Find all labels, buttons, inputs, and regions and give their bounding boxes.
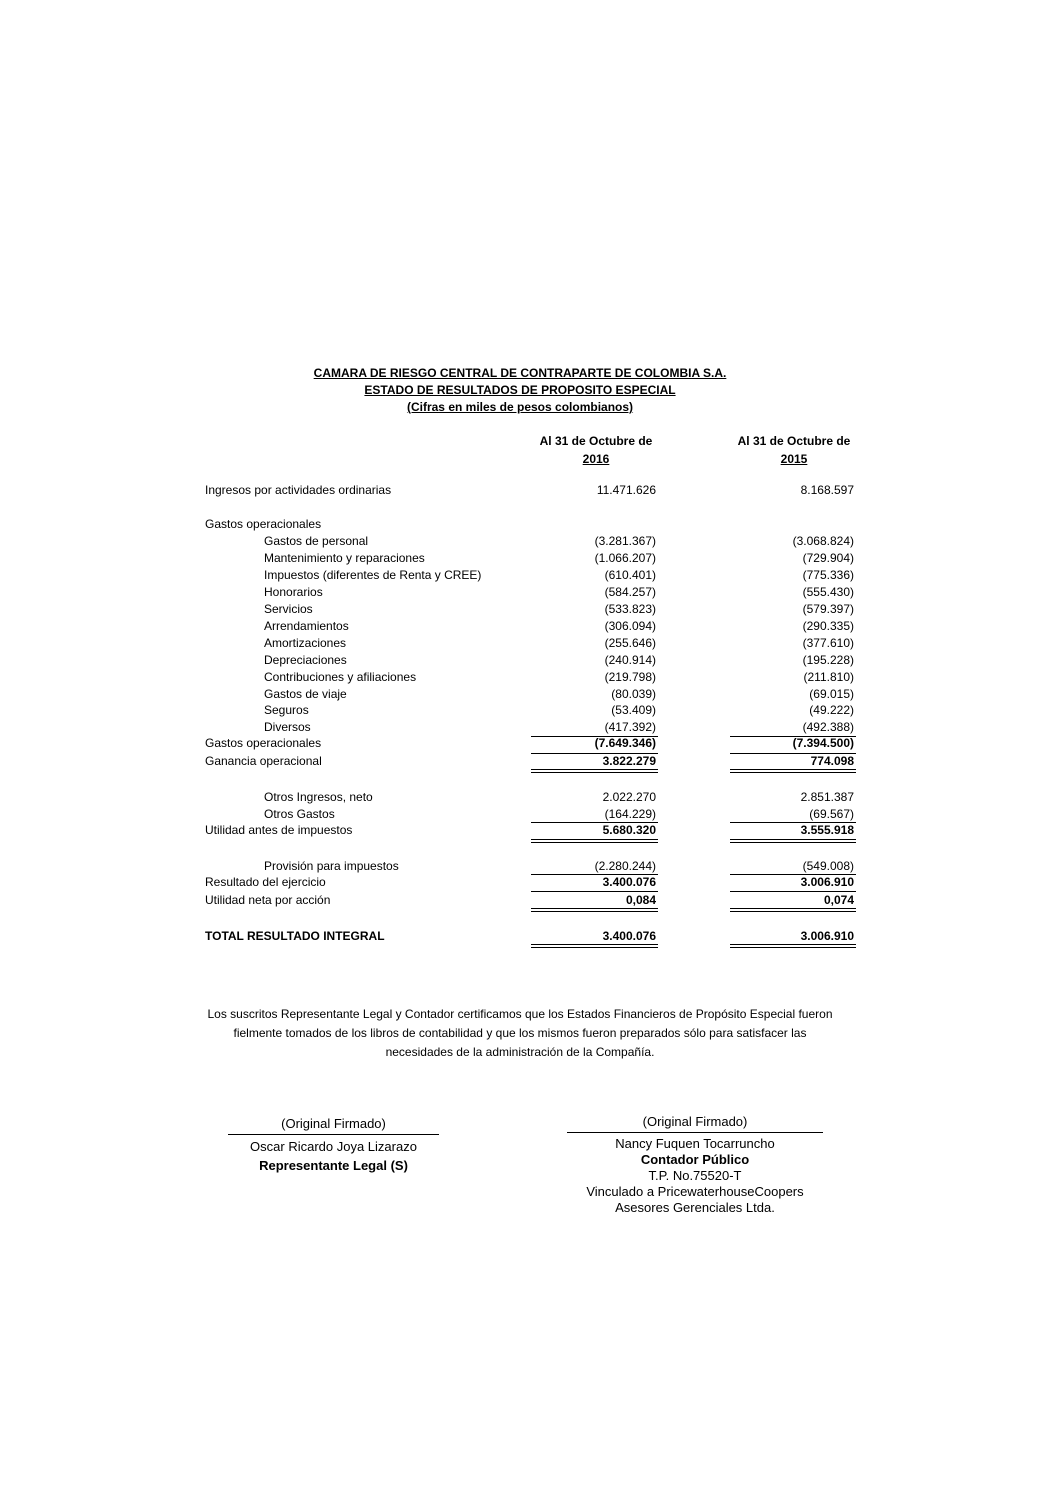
value-2015: (729.904) [802,551,854,565]
row-provision-impuestos [0,859,1058,876]
value-2015: (377.610) [802,636,854,650]
value-2015: 3.006.910 [800,929,854,943]
signer-name: Oscar Ricardo Joya Lizarazo [228,1134,439,1155]
certification-paragraph [150,1005,890,1062]
row-total-resultado-integral [0,929,1058,946]
column-header-label: Al 31 de Octubre de [737,434,851,448]
column-header-year: 2015 [780,452,808,466]
certification-line: fielmente tomados de los libros de contabilidad y que los mismos fueron preparados sólo para satisfacer las [233,1026,807,1040]
value-2015: (69.015) [809,687,854,701]
signer-firm: Asesores Gerenciales Ltda. [615,1200,775,1215]
value-2016: 11.471.626 [596,483,656,497]
value-2016: (219.798) [604,670,656,684]
value-2016: (584.257) [604,585,656,599]
row-label: Utilidad neta por acción [205,893,331,907]
row-label: Diversos [264,720,311,734]
double-underline [531,839,658,840]
value-2015: (775.336) [802,568,854,582]
row-label: TOTAL RESULTADO INTEGRAL [205,929,385,943]
value-2016: (240.914) [604,653,656,667]
signer-role: Contador Público [640,1152,750,1167]
value-2016: 5.680.320 [602,823,656,837]
row-depreciaciones [0,653,1058,670]
row-ganancia-operacional [0,754,1058,771]
signer-role: Representante Legal (S) [259,1158,408,1173]
double-underline [730,769,856,770]
row-arrendamientos [0,619,1058,636]
certification-line: necesidades de la administración de la Compañía. [385,1045,655,1059]
value-2016: (3.281.367) [594,534,656,548]
row-impuestos [0,568,1058,585]
value-2015: 2.851.387 [800,790,854,804]
value-2016: (255.646) [604,636,656,650]
row-otros-ingresos [0,790,1058,807]
signed-note: (Original Firmado) [642,1114,748,1129]
value-2016: (164.229) [604,807,656,821]
signer-name: Nancy Fuquen Tocarruncho [567,1132,823,1152]
double-underline [531,944,658,945]
value-2015: 8.168.597 [800,483,854,497]
value-2015: (7.394.500) [792,736,854,750]
row-servicios [0,602,1058,619]
signature-right [567,1114,823,1216]
value-2015: (195.228) [802,653,854,667]
value-2016: (1.066.207) [594,551,656,565]
double-underline [531,908,658,909]
row-label: Contribuciones y afiliaciones [264,670,417,684]
double-underline [730,947,856,948]
subtotal-rule [531,891,658,892]
row-gastos-operacionales-total [0,736,1058,753]
row-ingresos [0,483,1058,500]
row-label: Otros Gastos [264,807,335,821]
row-utilidad-por-accion [0,893,1058,910]
double-underline [730,911,856,912]
row-label: Servicios [264,602,313,616]
value-2016: (2.280.244) [594,859,656,873]
row-label: Otros Ingresos, neto [264,790,373,804]
signer-license: T.P. No.75520-T [648,1168,742,1183]
value-2016: 0,084 [625,893,656,907]
value-2016: (53.409) [611,703,656,717]
value-2015: 3.006.910 [800,875,854,889]
row-otros-gastos [0,807,1058,824]
value-2015: (549.008) [802,859,854,873]
value-2016: (80.039) [611,687,656,701]
column-header-label: Al 31 de Octubre de [539,434,653,448]
row-resultado-ejercicio [0,875,1058,892]
row-gastos-personal [0,534,1058,551]
row-label: Gastos de personal [264,534,369,548]
value-2015: (290.335) [802,619,854,633]
value-2016: 3.822.279 [602,754,656,768]
double-underline [531,769,658,770]
value-2016: 2.022.270 [602,790,656,804]
value-2016: (610.401) [604,568,656,582]
row-seguros [0,703,1058,720]
column-header-2016 [516,432,676,468]
row-utilidad-antes-impuestos [0,823,1058,840]
value-2015: 0,074 [823,893,854,907]
value-2016: (7.649.346) [594,736,656,750]
row-label: Gastos de viaje [264,687,347,701]
row-gastos-operacionales-heading [0,517,1058,534]
row-label: Arrendamientos [264,619,349,633]
signature-left [228,1116,439,1174]
row-label: Ganancia operacional [205,754,322,768]
value-2015: (3.068.824) [792,534,854,548]
double-underline [730,944,856,945]
signer-firm: Vinculado a PricewaterhouseCoopers [586,1184,804,1199]
value-2016: (533.823) [604,602,656,616]
certification-line: Los suscritos Representante Legal y Contador certificamos que los Estados Financieros de Propósito Especial fueron [207,1007,833,1021]
statement-title: ESTADO DE RESULTADOS DE PROPOSITO ESPECIAL [364,383,676,397]
value-2016: 3.400.076 [602,875,656,889]
row-honorarios [0,585,1058,602]
value-2016: (306.094) [604,619,656,633]
value-2016: 3.400.076 [602,929,656,943]
row-label: Impuestos (diferentes de Renta y CREE) [264,568,482,582]
row-gastos-viaje [0,687,1058,704]
value-2015: 3.555.918 [800,823,854,837]
value-2016: (417.392) [604,720,656,734]
double-underline [531,772,658,773]
row-label: Amortizaciones [264,636,347,650]
row-label: Mantenimiento y reparaciones [264,551,425,565]
row-amortizaciones [0,636,1058,653]
row-label: Utilidad antes de impuestos [205,823,353,837]
value-2015: (69.567) [809,807,854,821]
row-label: Seguros [264,703,309,717]
row-label: Gastos operacionales [205,736,322,750]
value-2015: (579.397) [802,602,854,616]
signed-note: (Original Firmado) [281,1116,386,1131]
value-2015: (555.430) [802,585,854,599]
row-label: Ingresos por actividades ordinarias [205,483,392,497]
row-label: Depreciaciones [264,653,347,667]
double-underline [730,842,856,843]
row-diversos [0,720,1058,737]
column-header-2015 [714,432,874,468]
value-2015: (492.388) [802,720,854,734]
column-header-year: 2016 [582,452,610,466]
double-underline [531,911,658,912]
row-label: Resultado del ejercicio [205,875,326,889]
row-label: Provisión para impuestos [264,859,399,873]
row-mantenimiento [0,551,1058,568]
value-2015: (211.810) [803,670,854,684]
company-title: CAMARA DE RIESGO CENTRAL DE CONTRAPARTE DE COLOMBIA S.A. [313,366,727,380]
value-2015: 774.098 [810,754,854,768]
double-underline [730,772,856,773]
double-underline [531,842,658,843]
units-subtitle: (Cifras en miles de pesos colombianos) [406,400,634,414]
double-underline [730,839,856,840]
row-label: Honorarios [264,585,323,599]
double-underline [531,947,658,948]
value-2015: (49.222) [809,703,854,717]
subtotal-rule [730,891,856,892]
row-contribuciones [0,670,1058,687]
double-underline [730,908,856,909]
row-label: Gastos operacionales [205,517,322,531]
